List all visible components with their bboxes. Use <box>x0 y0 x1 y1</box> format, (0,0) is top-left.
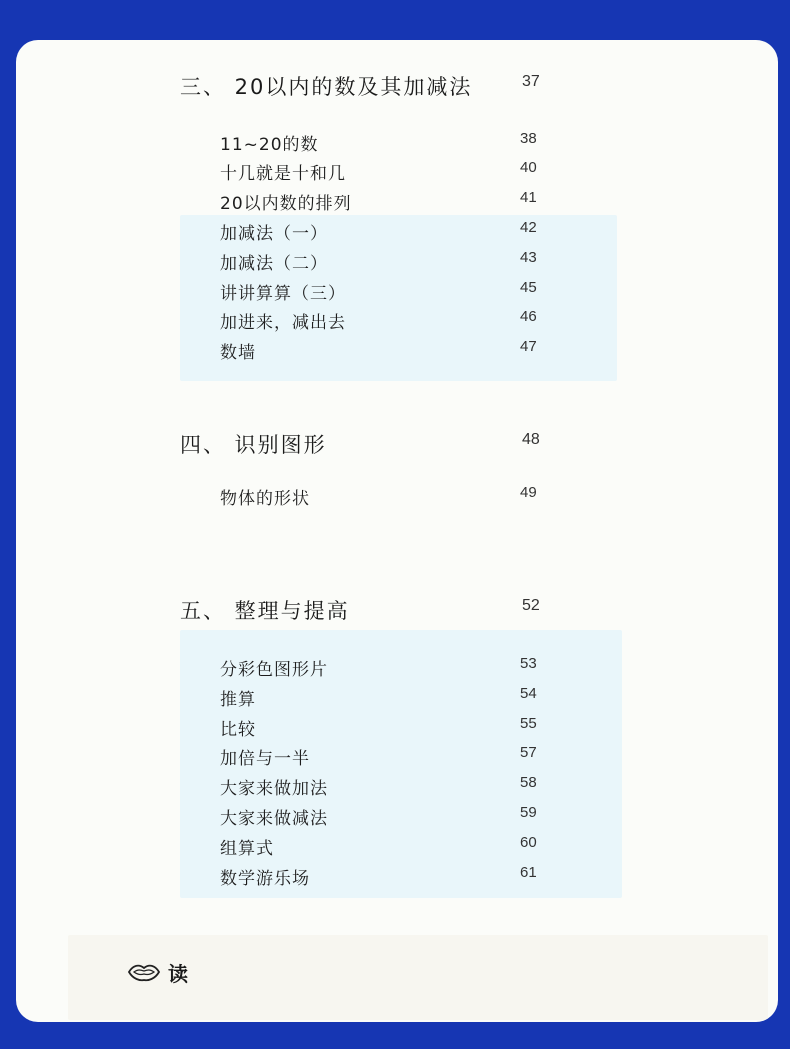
chapter-heading <box>16 595 778 625</box>
entry-page-number: 60 <box>520 834 537 851</box>
entry-title: 大家来做减法 <box>220 809 328 829</box>
entry-page-number: 38 <box>520 130 537 147</box>
entry-page-number: 47 <box>520 338 537 355</box>
table-of-contents-page <box>16 40 778 1022</box>
entry-title: 加进来，减出去 <box>220 313 346 333</box>
toc-entry <box>16 189 778 219</box>
entry-title: 十几就是十和几 <box>220 164 346 184</box>
read-label: 读 <box>168 962 188 986</box>
toc-entry <box>16 279 778 309</box>
chapter-heading <box>16 71 778 101</box>
entry-title: 大家来做加法 <box>220 779 328 799</box>
entry-page-number: 54 <box>520 685 537 702</box>
entry-page-number: 49 <box>520 484 537 501</box>
toc-entry <box>16 130 778 160</box>
chapter-heading <box>16 429 778 459</box>
entry-title: 物体的形状 <box>220 489 310 509</box>
entry-title: 加减法（一） <box>220 224 328 244</box>
entry-page-number: 42 <box>520 219 537 236</box>
chapter-title: 三、 20以内的数及其加减法 <box>180 75 473 99</box>
entry-title: 数墙 <box>220 343 256 363</box>
toc-entry <box>16 834 778 864</box>
toc-entry <box>16 219 778 249</box>
chapter-title: 五、 整理与提高 <box>180 599 350 623</box>
toc-entry <box>16 484 778 514</box>
toc-entry <box>16 715 778 745</box>
entry-title: 11~20的数 <box>220 135 319 155</box>
entry-page-number: 55 <box>520 715 537 732</box>
toc-entry <box>16 249 778 279</box>
entry-page-number: 53 <box>520 655 537 672</box>
entry-title: 数学游乐场 <box>220 869 310 889</box>
entry-page-number: 43 <box>520 249 537 266</box>
entry-title: 比较 <box>220 720 256 740</box>
entry-title: 加减法（二） <box>220 254 328 274</box>
entry-title: 加倍与一半 <box>220 749 310 769</box>
toc-entry <box>16 744 778 774</box>
entry-page-number: 59 <box>520 804 537 821</box>
entry-page-number: 45 <box>520 279 537 296</box>
entry-title: 组算式 <box>220 839 274 859</box>
entry-page-number: 58 <box>520 774 537 791</box>
entry-page-number: 40 <box>520 159 537 176</box>
chapter-page-number: 52 <box>522 597 540 614</box>
chapter-title: 四、 识别图形 <box>180 433 327 457</box>
chapter-page-number: 37 <box>522 73 540 90</box>
toc-entry <box>16 655 778 685</box>
entry-title: 分彩色图形片 <box>220 660 328 680</box>
entry-title: 讲讲算算（三） <box>220 284 346 304</box>
entry-page-number: 41 <box>520 189 537 206</box>
toc-entry <box>16 864 778 894</box>
toc-entry <box>16 159 778 189</box>
entry-page-number: 57 <box>520 744 537 761</box>
chapter-page-number: 48 <box>522 431 540 448</box>
entry-page-number: 46 <box>520 308 537 325</box>
toc-entry <box>16 685 778 715</box>
entry-title: 推算 <box>220 690 256 710</box>
toc-entry <box>16 308 778 338</box>
entry-page-number: 61 <box>520 864 537 881</box>
toc-entry <box>16 804 778 834</box>
toc-entry <box>16 774 778 804</box>
read-footer <box>126 958 246 988</box>
toc-entry <box>16 338 778 368</box>
lips-icon <box>126 961 162 983</box>
entry-title: 20以内数的排列 <box>220 194 352 214</box>
